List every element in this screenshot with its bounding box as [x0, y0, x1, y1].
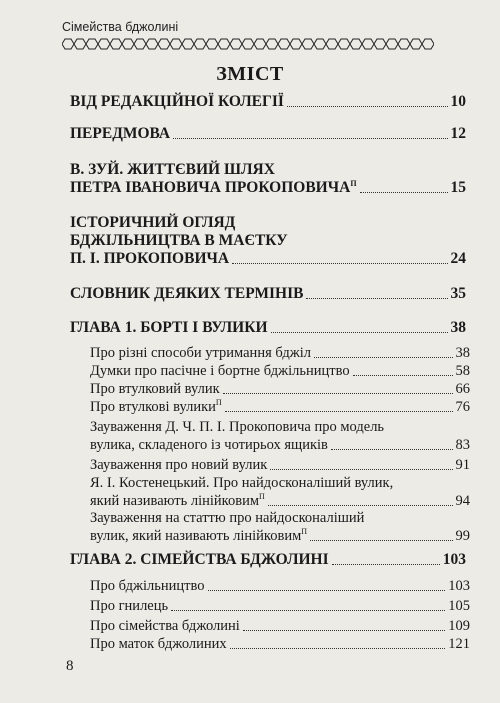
toc-entry-page: 10	[450, 93, 466, 110]
toc-entry-page: 15	[450, 179, 466, 196]
toc-entry-title-line: В. ЗУЙ. ЖИТТЄВИЙ ШЛЯХ	[70, 161, 275, 178]
toc-chapter-2[interactable]	[70, 550, 466, 569]
toc-subentry[interactable]	[90, 577, 470, 595]
toc-entry-title: ПЕРЕДМОВА	[70, 125, 171, 142]
toc-entry-title: Про втулковий вулик	[90, 381, 220, 397]
honeycomb-cell	[278, 39, 290, 49]
dot-leader	[287, 106, 448, 107]
dot-leader	[230, 648, 446, 649]
dot-leader	[243, 630, 445, 631]
honeycomb-cell	[206, 39, 218, 49]
dot-leader	[268, 505, 453, 506]
toc-entry-title: Про гнилець	[90, 598, 169, 614]
dot-leader	[353, 375, 453, 376]
honeycomb-cell	[230, 39, 242, 49]
honeycomb-cell	[254, 39, 266, 49]
toc-entry-page: 105	[448, 598, 470, 614]
honeycomb-cell	[158, 39, 170, 49]
footnote-mark: П	[301, 527, 308, 537]
toc-subentry[interactable]	[90, 597, 470, 615]
honeycomb-cell	[74, 39, 86, 49]
honeycomb-cell	[86, 39, 98, 49]
honeycomb-cell	[122, 39, 134, 49]
toc-entry-glossary[interactable]	[70, 284, 466, 303]
toc-subentry[interactable]	[90, 635, 470, 653]
honeycomb-cell	[422, 39, 434, 49]
dot-leader	[271, 332, 448, 333]
honeycomb-cell	[218, 39, 230, 49]
honeycomb-cell	[170, 39, 182, 49]
honeycomb-cell	[98, 39, 110, 49]
toc-entry-title: вулика, складеного із чотирьох ящиків	[90, 437, 328, 453]
honeycomb-cell	[314, 39, 326, 49]
toc-entry-title: Про різні способи утримання бджіл	[90, 345, 312, 361]
toc-entry-zui-biography[interactable]	[70, 178, 466, 197]
toc-entry-title: ВІД РЕДАКЦІЙНОЇ КОЛЕГІЇ	[70, 93, 284, 110]
toc-subentry[interactable]	[90, 527, 470, 545]
toc-entry-page: 83	[455, 437, 470, 453]
dot-leader	[208, 590, 446, 591]
toc-entry-editorial-board[interactable]	[70, 92, 466, 111]
toc-subentry[interactable]	[90, 456, 470, 474]
toc-entry-page: 35	[450, 285, 466, 302]
dot-leader	[270, 469, 452, 470]
toc-entry-page: 94	[455, 493, 470, 509]
toc-subentry[interactable]	[90, 617, 470, 635]
honeycomb-cell	[386, 39, 398, 49]
honeycomb-cell	[266, 39, 278, 49]
honeycomb-cell	[374, 39, 386, 49]
toc-subentry[interactable]	[90, 492, 470, 510]
footnote-mark: П	[350, 178, 357, 188]
toc-chapter-1[interactable]	[70, 318, 466, 337]
toc-entry-title-line: БДЖІЛЬНИЦТВА В МАЄТКУ	[70, 232, 288, 249]
footnote-mark: П	[259, 492, 265, 502]
toc-entry-title: Зауваження про новий вулик	[90, 457, 268, 473]
toc-entry-title: який називають лінійковим$^П$	[90, 492, 265, 509]
running-header: Сімейства бджолині	[62, 20, 179, 34]
toc-subentry[interactable]	[90, 436, 470, 454]
toc-subentry[interactable]	[90, 398, 470, 416]
toc-entry-title: вулик, який називають лінійковим$^П$	[90, 527, 308, 544]
toc-title: ЗМІСТ	[216, 63, 284, 85]
honeycomb-cell	[302, 39, 314, 49]
toc-entry-title: ПЕТРА ІВАНОВИЧА $ПРОКОПОВИЧА^П$	[70, 178, 357, 196]
toc-entry-title: П. І. ПРОКОПОВИЧА	[70, 250, 230, 267]
toc-entry-page: 99	[455, 528, 470, 544]
honeycomb-cell	[326, 39, 338, 49]
toc-subentry-line: Я. І. Костенецький. Про найдосконаліший вулик,	[90, 475, 394, 491]
toc-entry-page: 38	[450, 319, 466, 336]
toc-subentry-line: Зауваження Д. Ч. П. І. Прокоповича про модель	[90, 419, 385, 435]
honeycomb-cell	[110, 39, 122, 49]
toc-entry-page: 12	[450, 125, 466, 142]
honeycomb-cell	[350, 39, 362, 49]
toc-entry-title: СЛОВНИК ДЕЯКИХ ТЕРМІНІВ	[70, 285, 304, 302]
toc-entry-page: 58	[455, 363, 470, 379]
dot-leader	[232, 263, 447, 264]
dot-leader	[171, 610, 445, 611]
toc-entry-page: 24	[450, 250, 466, 267]
dot-leader	[332, 564, 440, 565]
honeycomb-cell	[62, 39, 74, 49]
toc-entry-title: Про втулкові вулики$^П$	[90, 398, 222, 415]
toc-entry-page: 76	[455, 399, 470, 415]
toc-subentry[interactable]	[90, 362, 470, 380]
honeycomb-cell	[398, 39, 410, 49]
toc-entry-historical-review[interactable]	[70, 249, 466, 268]
honeycomb-cell	[290, 39, 302, 49]
toc-entry-page: 91	[455, 457, 470, 473]
toc-subentry[interactable]	[90, 380, 470, 398]
toc-entry-title: ГЛАВА 1. БОРТІ І ВУЛИКИ	[70, 319, 268, 336]
honeycomb-cell	[242, 39, 254, 49]
dot-leader	[225, 411, 453, 412]
honeycomb-cell	[338, 39, 350, 49]
toc-entry-page: 38	[455, 345, 470, 361]
dot-leader	[173, 138, 447, 139]
honeycomb-cell	[362, 39, 374, 49]
dot-leader	[310, 540, 452, 541]
dot-leader	[360, 192, 448, 193]
page-number: 8	[66, 658, 74, 674]
toc-entry-foreword[interactable]	[70, 124, 466, 143]
toc-entry-title-line: ІСТОРИЧНИЙ ОГЛЯД	[70, 214, 236, 231]
toc-entry-page: 121	[448, 636, 470, 652]
dot-leader	[223, 393, 453, 394]
toc-entry-page: 66	[455, 381, 470, 397]
toc-entry-page: 103	[442, 551, 466, 568]
toc-entry-page: 103	[448, 578, 470, 594]
toc-subentry[interactable]	[90, 344, 470, 362]
toc-entry-title: Про маток бджолиних	[90, 636, 227, 652]
toc-subentry-line: Зауваження на статтю про найдосконаліший	[90, 510, 365, 526]
honeycomb-cell	[146, 39, 158, 49]
toc-entry-title: Про сімейства бджолині	[90, 618, 240, 634]
toc-entry-title: ГЛАВА 2. СІМЕЙСТВА БДЖОЛИНІ	[70, 551, 329, 568]
honeycomb-border-icon	[62, 38, 434, 50]
toc-entry-page: 109	[448, 618, 470, 634]
honeycomb-cell	[410, 39, 422, 49]
honeycomb-cell	[194, 39, 206, 49]
toc-entry-title: Про бджільництво	[90, 578, 205, 594]
footnote-mark: П	[215, 398, 222, 408]
dot-leader	[306, 298, 447, 299]
dot-leader	[314, 357, 452, 358]
honeycomb-cell	[134, 39, 146, 49]
toc-entry-title: Думки про пасічне і бортне бджільництво	[90, 363, 350, 379]
dot-leader	[331, 449, 453, 450]
honeycomb-cell	[182, 39, 194, 49]
